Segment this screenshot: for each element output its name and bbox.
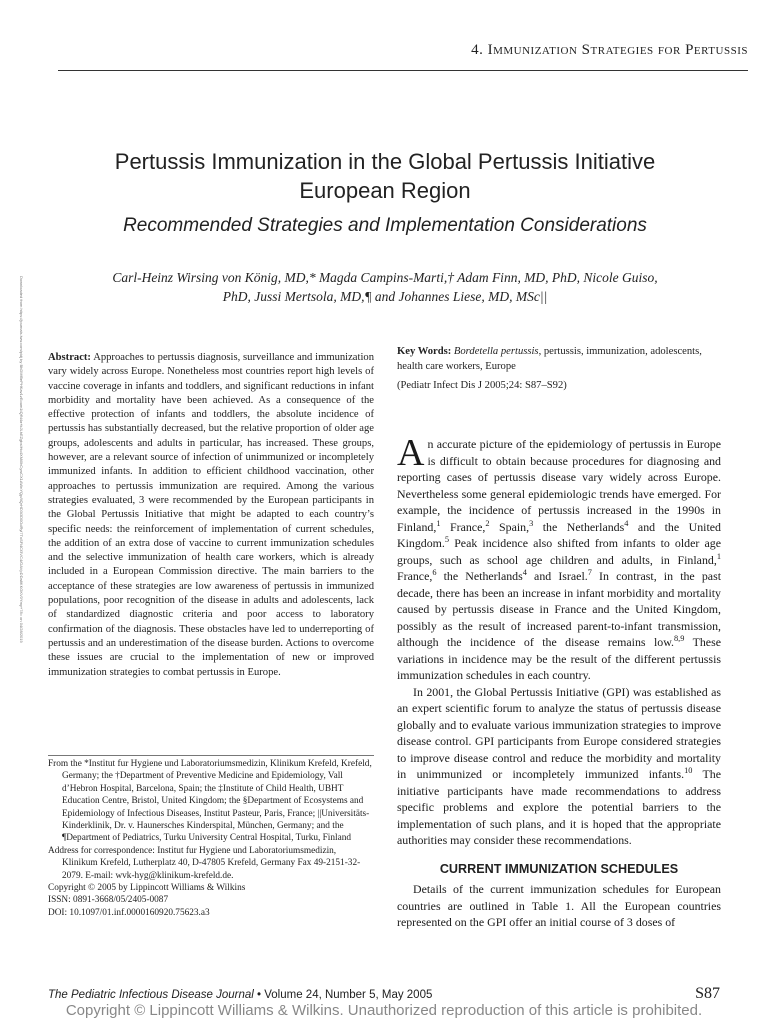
section-paragraph: Details of the current immunization schedules for European countries are outlined in Table 1. All the European countries represented on the GPI offer an initial course of 3 doses of xyxy=(397,882,721,929)
intro-paragraph-1: An accurate picture of the epidemiology of pertussis in Europe is difficult to obtain because procedures for diagnosing and reporting cases of pertussis disease vary widely across Europe. Nevertheless some general epidemiologic trends have emerged. For example, the incidence of pertussis increased in the 1990s in Finland,$^1$ France,$^2$ Spain,$^3$ the Netherlands$^4$ and the United Kingdom.$^5$ Peak incidence also shifted from infants to older age groups, such as school age children and adults, in Finland,$^1$ France,$^6$ the Netherlands$^4$ and Israel.$^7$ In contrast, in the past decade, there has been an increase in infant morbidity and mortality caused by pertussis disease in France and the United Kingdom, possibly as the result of increased parent-to-infant transmission, although the incidence of the disease remains low.$^{8,9}$ These variations in incidence may be the result of the different pertussis immunization schedules in each country. xyxy=(397,432,722,682)
drop-cap: A xyxy=(397,432,425,474)
keyword-organism: Bordetella pertussis xyxy=(453,346,539,357)
keywords-rest: , pertussis, immunization, adolescents, health care workers, Europe xyxy=(397,346,702,372)
issue-info: Volume 24, Number 5, May 2005 xyxy=(264,989,433,1001)
correspondence-address: Address for correspondence: Institut fur Hygiene und Laboratoriumsmedizin, Klinikum Krefeld, Lutherplatz 40, D-47805 Krefeld, Germany Fax 49-2151-32-2079. E-mail: wvk-hyg@klinikum-krefeld.de. xyxy=(48,845,361,881)
doi-line: DOI: 10.1097/01.inf.0000160920.75623.a3 xyxy=(48,907,210,918)
intro-paragraph-2: In 2001, the Global Pertussis Initiative (GPI) was established as an expert scientific forum to analyze the status of pertussis disease globally and to evaluate various immunization strategies to improve disease control. GPI participants from Europe considered strategies to improve disease control and reduce the morbidity and mortality in unimmunized or incompletely immunized infants.$^{10}$ The initiative participants have made recommendations to address specific problems and explore the potential barriers to the implementation of such plans, and it is hoped that the appropriate authorities may consider these recommendations. xyxy=(397,684,721,847)
affiliations-from: From the *Institut fur Hygiene und Laboratoriumsmedizin, Klinikum Krefeld, Krefeld, Germany; the †Department of Preventive Medicine and Epidemiology, Vall d’Hebron Hospital, Barcelona, Spain; the ‡Institute of Child Health, UBHT Education Centre, Bristol, United Kingdom; the §Department of Ecosystems and Epidemiology of Infectious Diseases, Institut Pasteur, Paris, France; ||Universitäts-Kinderklinik, Dr. v. Haunersches Kinderspital, München, Germany; and the ¶Department of Pediatrics, Turku University Central Hospital, Turku, Finland xyxy=(48,759,372,844)
header-rule xyxy=(58,70,748,71)
body-text-column xyxy=(397,432,722,931)
download-watermark: Downloaded from https://journals.lww.com/pidj by BhDMf5ePHKav1zEoum1tQfN4a+kJLhEZgbsIHo4XMi0hCywCX1AWnYQp/IlQrHD3i3D0OdRyi7TvSFl4Cf3VC4/OAVpDDa8KKGKV0Ymy+78= on 04/28/2019 xyxy=(19,276,24,643)
copyright-line: Copyright © 2005 by Lippincott Williams & Wilkins xyxy=(48,883,246,894)
article-title xyxy=(40,147,730,205)
citation: (Pediatr Infect Dis J 2005;24: S87–S92) xyxy=(397,380,567,391)
footer-bullet: • xyxy=(253,989,265,1001)
footnote-rule xyxy=(48,755,374,756)
abstract-text: Approaches to pertussis diagnosis, surveillance and immunization vary widely across Europe. Nonetheless most countries report high levels of vaccine coverage in infants and toddlers, and significant reductions in infant morbidity and mortality have been achieved. As a consequence of the effective protection of infants and toddlers, the absolute incidence of pertussis has substantially decreased, but the relative proportion of older age groups, adolescents and adults in particular, has increased. These groups, however, are a relevant source of infection of unimmunized or incompletely immunized infants. In addition to efficient childhood vaccination, other approaches to pertussis immunization are required. Among the various strategies evaluated, 3 were recommended by the European participants in the Global Pertussis Initiative that might be adapted to each country’s specific needs: the reinforcement of implementation of current schedules, the addition of an extra dose of vaccine to current immunization schedules and the selective immunization of health care workers, which is already included in a European Commission directive. The main barriers to the acceptance of these strategies are low awareness of pertussis in immunized populations, poor recognition of the disease in adults and adolescents, lack of standardized diagnostic criteria and poor access to laboratory confirmation of the diagnosis. These obstacles have led to underreporting of pertussis and an underestimation of the disease burden. Actions to overcome these issues are crucial to the implementation of new or improved immunization strategies to combat pertussis in Europe. xyxy=(48,352,374,678)
copyright-banner: Copyright © Lippincott Williams & Wilkins. Unauthorized reproduction of this article is prohibited. xyxy=(65,1002,703,1019)
keywords-label: Key Words: xyxy=(397,346,452,357)
title-line-2: European Region xyxy=(299,178,471,203)
page-number: S87 xyxy=(695,985,720,1002)
affiliations-footnote xyxy=(48,758,374,919)
authors-line-1: Carl-Heinz Wirsing von König, MD,* Magda Campins-Marti,† Adam Finn, MD, PhD, Nicole Guiso, xyxy=(112,270,658,285)
keywords xyxy=(397,344,723,374)
section-heading: CURRENT IMMUNIZATION SCHEDULES xyxy=(439,861,679,876)
abstract-label: Abstract: xyxy=(48,352,91,363)
author-list xyxy=(58,268,712,306)
journal-name: The Pediatric Infectious Disease Journal xyxy=(48,989,254,1001)
running-header: 4. Immunization Strategies for Pertussis xyxy=(471,42,748,58)
abstract xyxy=(48,351,374,680)
article-subtitle: Recommended Strategies and Implementation Considerations xyxy=(123,215,647,236)
authors-line-2: PhD, Jussi Mertsola, MD,¶ and Johannes Liese, MD, MSc|| xyxy=(222,289,548,304)
footer-journal xyxy=(48,989,432,1001)
issn-line: ISSN: 0891-3668/05/2405-0087 xyxy=(48,895,169,906)
title-line-1: Pertussis Immunization in the Global Pertussis Initiative xyxy=(114,149,656,174)
